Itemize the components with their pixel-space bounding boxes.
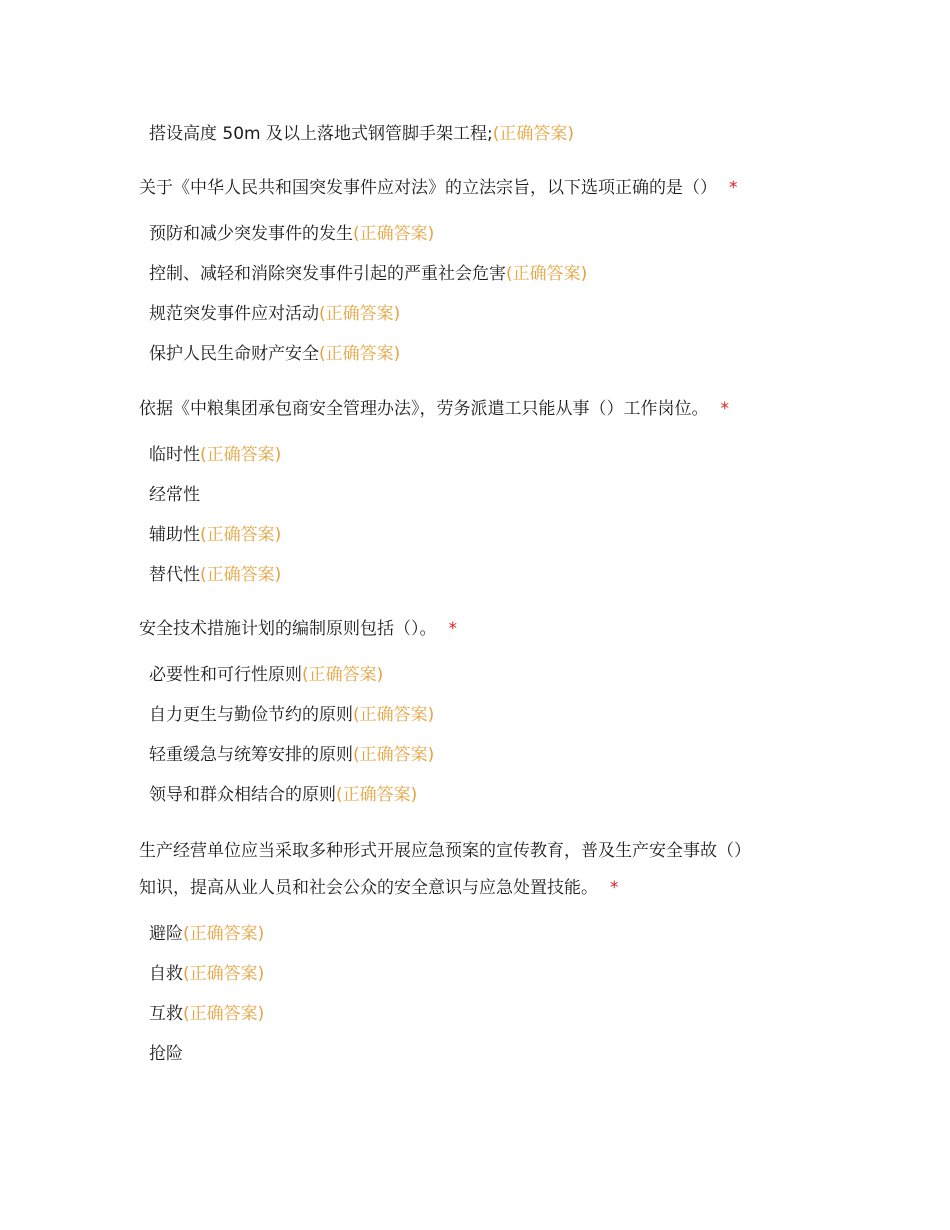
option-item[interactable]	[149, 783, 417, 807]
option-item[interactable]	[149, 342, 400, 366]
option-item[interactable]	[149, 262, 587, 286]
option-item[interactable]	[149, 122, 574, 146]
correct-answer-mark: (正确答案)	[319, 344, 401, 364]
option-text: 临时性	[149, 445, 200, 465]
option-text: 经常性	[149, 485, 200, 505]
option-item[interactable]	[149, 663, 383, 687]
option-text: 必要性和可行性原则	[149, 665, 302, 685]
option-text: 抢险	[149, 1044, 183, 1064]
question-title	[139, 176, 738, 200]
option-text: 领导和群众相结合的原则	[149, 785, 336, 805]
option-item[interactable]	[149, 1042, 183, 1066]
correct-answer-mark: (正确答案)	[200, 445, 282, 465]
option-item[interactable]	[149, 483, 200, 507]
option-text: 保护人民生命财产安全	[149, 344, 319, 364]
question-text: 知识，提高从业人员和社会公众的安全意识与应急处置技能。	[139, 878, 598, 898]
question-title-line-2	[139, 876, 619, 900]
option-item[interactable]	[149, 922, 264, 946]
correct-answer-mark: (正确答案)	[200, 525, 282, 545]
option-item[interactable]	[149, 962, 264, 986]
question-text: 安全技术措施计划的编制原则包括（）。	[139, 619, 437, 639]
correct-answer-mark: (正确答案)	[302, 665, 384, 685]
option-text: 规范突发事件应对活动	[149, 304, 319, 324]
correct-answer-mark: (正确答案)	[183, 964, 265, 984]
correct-answer-mark: (正确答案)	[353, 705, 435, 725]
required-asterisk: *	[720, 399, 729, 419]
option-text: 自救	[149, 964, 183, 984]
option-text: 辅助性	[149, 525, 200, 545]
option-item[interactable]	[149, 703, 434, 727]
question-title-line-1	[139, 839, 751, 863]
option-text: 控制、减轻和消除突发事件引起的严重社会危害	[149, 264, 506, 284]
option-text: 轻重缓急与统筹安排的原则	[149, 745, 353, 765]
question-title	[139, 397, 729, 421]
correct-answer-mark: (正确答案)	[492, 124, 574, 144]
option-item[interactable]	[149, 302, 400, 326]
question-text: 依据《中粮集团承包商安全管理办法》，劳务派遣工只能从事（）工作岗位。	[139, 399, 709, 419]
question-text: 关于《中华人民共和国突发事件应对法》的立法宗旨，以下选项正确的是（）	[139, 178, 717, 198]
question-text: 生产经营单位应当采取多种形式开展应急预案的宣传教育，普及生产安全事故（）	[139, 841, 751, 861]
correct-answer-mark: (正确答案)	[506, 264, 588, 284]
question-title	[139, 617, 457, 641]
option-text: 替代性	[149, 565, 200, 585]
option-text: 自力更生与勤俭节约的原则	[149, 705, 353, 725]
correct-answer-mark: (正确答案)	[353, 224, 435, 244]
required-asterisk: *	[610, 878, 619, 898]
option-text: 互救	[149, 1004, 183, 1024]
correct-answer-mark: (正确答案)	[319, 304, 401, 324]
option-item[interactable]	[149, 523, 281, 547]
option-text: 预防和减少突发事件的发生	[149, 224, 353, 244]
correct-answer-mark: (正确答案)	[200, 565, 282, 585]
correct-answer-mark: (正确答案)	[183, 924, 265, 944]
required-asterisk: *	[448, 619, 457, 639]
option-item[interactable]	[149, 443, 281, 467]
option-item[interactable]	[149, 1002, 264, 1026]
correct-answer-mark: (正确答案)	[353, 745, 435, 765]
correct-answer-mark: (正确答案)	[183, 1004, 265, 1024]
option-text: 避险	[149, 924, 183, 944]
option-item[interactable]	[149, 743, 434, 767]
correct-answer-mark: (正确答案)	[336, 785, 418, 805]
option-text: 搭设高度 50m 及以上落地式钢管脚手架工程;	[149, 124, 493, 144]
required-asterisk: *	[729, 178, 738, 198]
option-item[interactable]	[149, 222, 434, 246]
option-item[interactable]	[149, 563, 281, 587]
